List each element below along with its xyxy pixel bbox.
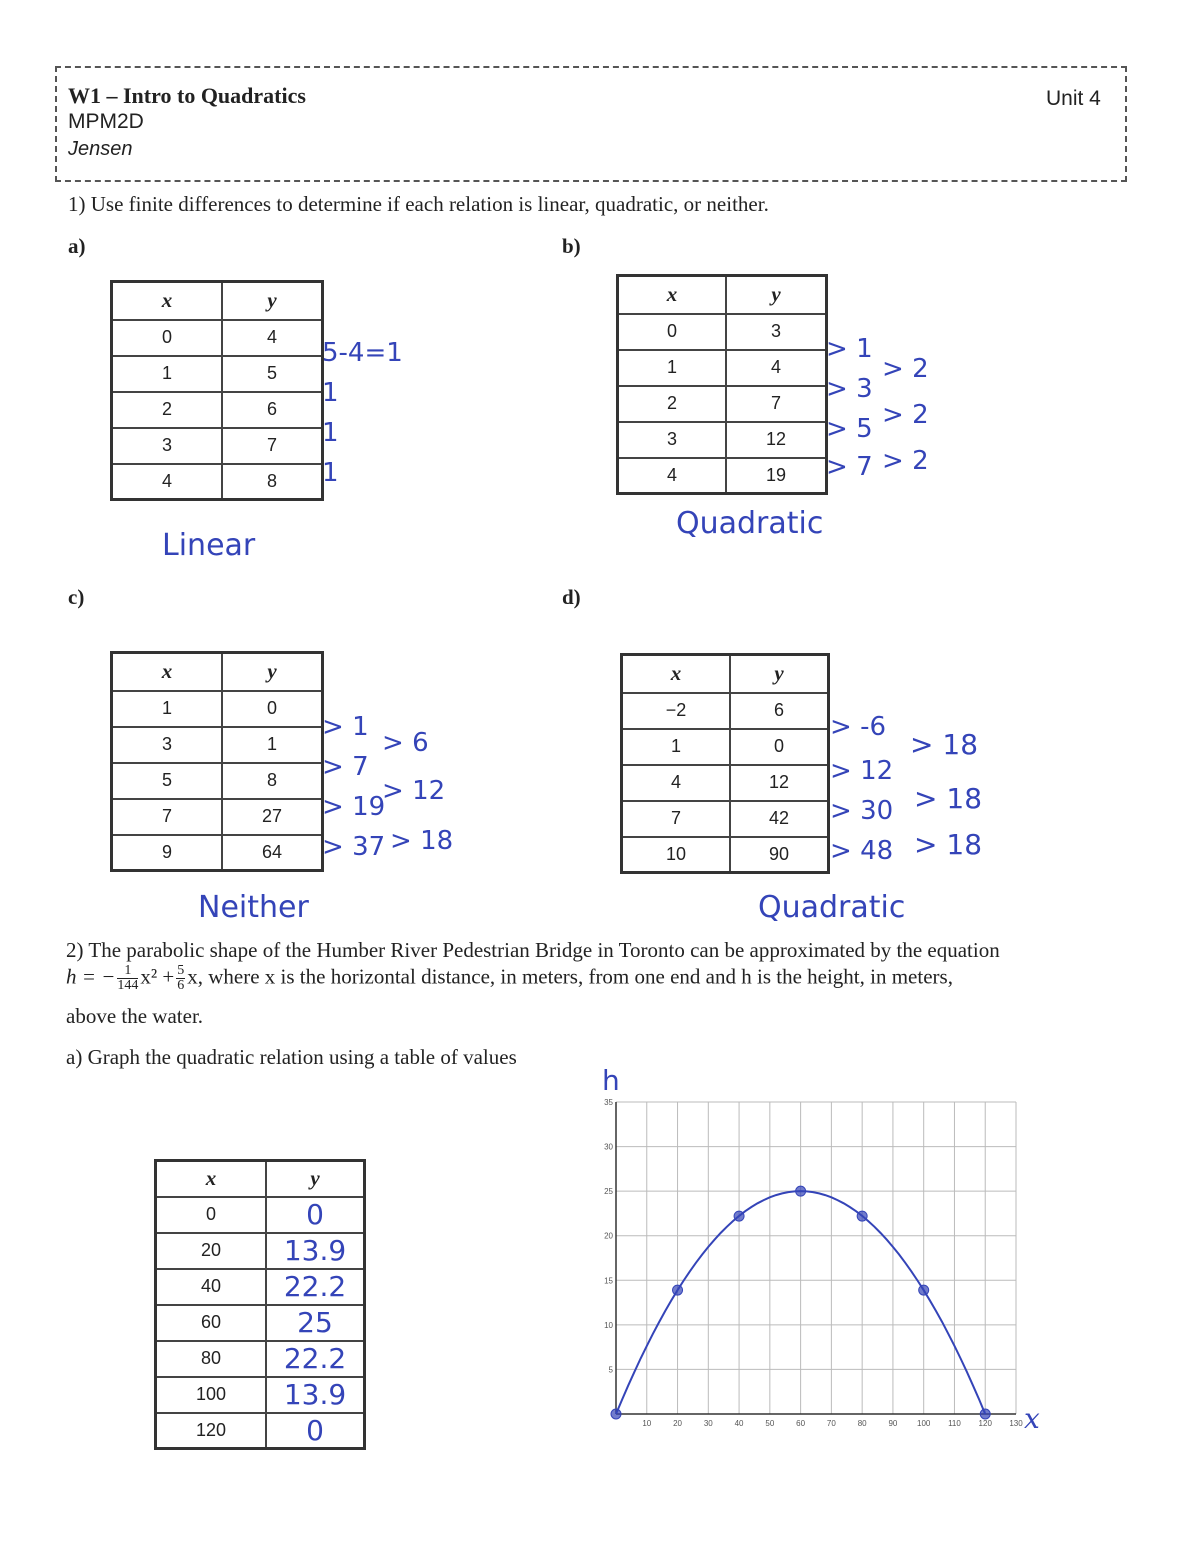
answer-c: Neither xyxy=(198,890,309,925)
question-1: 1) Use finite differences to determine if each relation is linear, quadratic, or neither. xyxy=(68,192,769,216)
part-d-label: d) xyxy=(562,585,581,609)
data-point xyxy=(796,1186,806,1196)
part-b-label: b) xyxy=(562,234,581,258)
diff-c-3: > 19 xyxy=(322,792,386,822)
data-point xyxy=(673,1285,683,1295)
table-d xyxy=(620,653,830,874)
x-tick-label: 130 xyxy=(1009,1419,1023,1428)
y-tick-label: 5 xyxy=(608,1365,613,1375)
y-header: y xyxy=(730,655,829,693)
unit-label: Unit 4 xyxy=(1046,87,1101,110)
table-of-values xyxy=(154,1159,366,1450)
table-row: 7 27 xyxy=(112,799,323,835)
x-tick-label: 30 xyxy=(703,1419,713,1428)
second-diff-c-2: > 12 xyxy=(382,776,446,806)
table-row: 0 3 xyxy=(618,314,827,350)
table-row: 1 0 xyxy=(112,691,323,727)
x-tick-label: 90 xyxy=(888,1419,898,1428)
diff-a-3: 1 xyxy=(322,418,339,448)
table-row: 4 8 xyxy=(112,464,323,500)
x-header: x xyxy=(622,655,731,693)
y-tick-label: 20 xyxy=(604,1231,613,1241)
teacher-name: Jensen xyxy=(68,138,133,160)
worksheet-title: W1 – Intro to Quadratics xyxy=(68,83,306,108)
table-b xyxy=(616,274,828,495)
y-tick-label: 30 xyxy=(604,1142,613,1152)
answer-a: Linear xyxy=(162,528,256,563)
second-diff-d-2: > 18 xyxy=(914,782,983,815)
data-point xyxy=(919,1285,929,1295)
y-header: y xyxy=(222,653,323,691)
x-axis-label: x xyxy=(1024,1402,1040,1435)
question-2-intro: 2) The parabolic shape of the Humber River Pedestrian Bridge in Toronto can be approximated by the equation xyxy=(66,938,1000,962)
diff-a-2: 1 xyxy=(322,378,339,408)
table-row: 2 6 xyxy=(112,392,323,428)
fraction-1: $\frac{1}{144}$ xyxy=(117,963,139,993)
table-row: 1 0 xyxy=(622,729,829,765)
data-point xyxy=(734,1211,744,1221)
quadratic-graph xyxy=(590,1068,1050,1448)
x-tick-label: 10 xyxy=(642,1419,652,1428)
data-point xyxy=(857,1211,867,1221)
x-header: x xyxy=(112,282,223,320)
second-diff-c-1: > 6 xyxy=(382,728,429,758)
table-row: 120 0 xyxy=(156,1413,365,1449)
data-point xyxy=(980,1409,990,1419)
table-row: 5 8 xyxy=(112,763,323,799)
x-header: x xyxy=(156,1161,267,1197)
y-tick-label: 35 xyxy=(604,1098,613,1107)
y-tick-label: 25 xyxy=(604,1187,613,1197)
diff-c-4: > 37 xyxy=(322,832,386,862)
diff-d-1: > -6 xyxy=(830,712,886,742)
second-diff-c-3: > 18 xyxy=(390,826,454,856)
table-row: 1 5 xyxy=(112,356,323,392)
table-row: 80 22.2 xyxy=(156,1341,365,1377)
y-tick-label: 10 xyxy=(604,1320,613,1330)
table-row: 3 7 xyxy=(112,428,323,464)
y-header: y xyxy=(726,276,827,314)
table-row: 20 13.9 xyxy=(156,1233,365,1269)
table-row: 0 0 xyxy=(156,1197,365,1233)
diff-b-3: > 5 xyxy=(826,414,873,444)
second-diff-b-1: > 2 xyxy=(882,354,929,384)
x-tick-label: 120 xyxy=(978,1419,992,1428)
second-diff-b-3: > 2 xyxy=(882,446,929,476)
table-row: 0 4 xyxy=(112,320,323,356)
diff-d-2: > 12 xyxy=(830,756,894,786)
answer-d: Quadratic xyxy=(758,890,906,925)
second-diff-d-3: > 18 xyxy=(914,828,983,861)
x-tick-label: 110 xyxy=(948,1419,961,1428)
table-a xyxy=(110,280,324,501)
table-row: 4 19 xyxy=(618,458,827,494)
y-axis-label: h xyxy=(602,1068,620,1097)
diff-d-4: > 48 xyxy=(830,836,894,866)
question-2-line3: above the water. xyxy=(66,1004,204,1028)
fraction-2: $\frac{5}{6}$ xyxy=(177,963,185,993)
x-tick-label: 80 xyxy=(857,1419,867,1428)
table-row: 4 12 xyxy=(622,765,829,801)
diff-b-2: > 3 xyxy=(826,374,873,404)
y-header: y xyxy=(222,282,323,320)
second-diff-d-1: > 18 xyxy=(910,728,979,761)
x-tick-label: 70 xyxy=(826,1419,836,1428)
x-header: x xyxy=(618,276,727,314)
table-row: 40 22.2 xyxy=(156,1269,365,1305)
x-tick-label: 20 xyxy=(673,1419,682,1428)
x-tick-label: 50 xyxy=(765,1419,775,1428)
data-point xyxy=(611,1409,621,1419)
diff-d-3: > 30 xyxy=(830,796,894,826)
table-row: 7 42 xyxy=(622,801,829,837)
table-row: 3 12 xyxy=(618,422,827,458)
table-row: 9 64 xyxy=(112,835,323,871)
x-tick-label: 40 xyxy=(734,1419,744,1428)
x-tick-label: 100 xyxy=(917,1419,931,1428)
y-tick-label: 15 xyxy=(604,1276,613,1286)
x-tick-label: 60 xyxy=(796,1419,806,1428)
diff-a-4: 1 xyxy=(322,458,339,488)
grid xyxy=(616,1102,1016,1414)
diff-c-1: > 1 xyxy=(322,712,369,742)
table-c xyxy=(110,651,324,872)
question-2-part-a: a) Graph the quadratic relation using a table of values xyxy=(66,1045,517,1069)
table-row: 100 13.9 xyxy=(156,1377,365,1413)
x-header: x xyxy=(112,653,223,691)
table-row: 1 4 xyxy=(618,350,827,386)
diff-b-4: > 7 xyxy=(826,452,873,482)
diff-b-1: > 1 xyxy=(826,334,873,364)
question-2-equation: h = − $\frac{1}{144}$ x² + $\frac{5}{6}$ x, where x is the horizontal distance, in meters, from one end and h is the height, in meters, xyxy=(66,963,953,993)
diff-a-1: 5-4=1 xyxy=(322,338,403,368)
table-row: 2 7 xyxy=(618,386,827,422)
table-row: 60 25 xyxy=(156,1305,365,1341)
part-c-label: c) xyxy=(68,585,85,609)
table-row: 3 1 xyxy=(112,727,323,763)
second-diff-b-2: > 2 xyxy=(882,400,929,430)
part-a-label: a) xyxy=(68,234,86,258)
axis-ticks xyxy=(602,1068,1040,1435)
course-code: MPM2D xyxy=(68,110,144,133)
table-row: −2 6 xyxy=(622,693,829,729)
y-header: y xyxy=(266,1161,365,1197)
answer-b: Quadratic xyxy=(676,506,824,541)
diff-c-2: > 7 xyxy=(322,752,369,782)
table-row: 10 90 xyxy=(622,837,829,873)
